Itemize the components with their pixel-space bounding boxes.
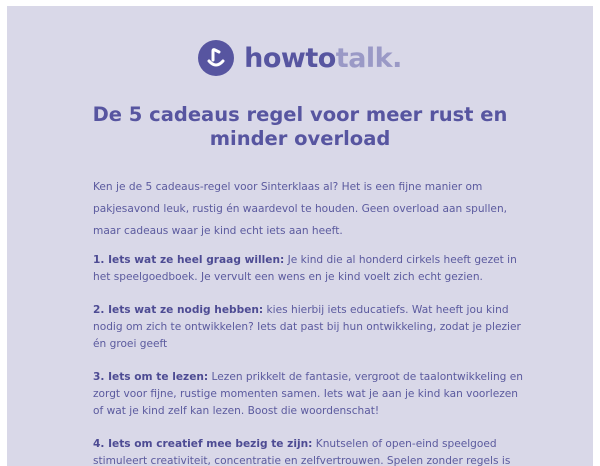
item-heading: 1. Iets wat ze heel graag willen: bbox=[93, 254, 285, 266]
email-card bbox=[7, 6, 593, 466]
item-heading: 4. Iets om creatief mee bezig te zijn: bbox=[93, 438, 313, 450]
item-text: Je kind die al honderd cirkels heeft gezet in het speelgoedboek. Je vervult een wens en je kind voelt zich echt gezien. bbox=[93, 254, 517, 283]
logo-wordmark: howtotalk. bbox=[244, 42, 402, 74]
item-text: Lezen prikkelt de fantasie, vergroot de taalontwikkeling en zorgt voor fijne, rustige momenten samen. Iets wat je aan je kind kan voorlezen of wat je kind zelf kan lezen. Boost die woordenschat! bbox=[93, 371, 523, 417]
list-item bbox=[93, 302, 523, 353]
article-body bbox=[93, 176, 523, 466]
list-item bbox=[93, 369, 523, 420]
item-heading: 3. Iets om te lezen: bbox=[93, 371, 209, 383]
item-text: Knutselen of open-eind speelgoed stimuleert creativiteit, concentratie en zelfvertrouwen. Spelen zonder regels is bbox=[93, 438, 511, 466]
list-item bbox=[93, 436, 523, 466]
smiley-logo-icon bbox=[198, 40, 234, 76]
item-text: kies hierbij iets educatiefs. Wat heeft jou kind nodig om zich te ontwikkelen? Iets dat past bij hun ontwikkeling, zodat je plezier én groei geeft bbox=[93, 304, 521, 350]
intro-paragraph: Ken je de 5 cadeaus-regel voor Sinterklaas al? Het is een fijne manier om pakjesavond leuk, rustig én waardevol te houden. Geen overload aan spullen, maar cadeaus waar je kind echt iets aan heeft. bbox=[93, 181, 508, 237]
list-item bbox=[93, 252, 523, 286]
page-title: De 5 cadeaus regel voor meer rust en minder overload bbox=[92, 103, 508, 150]
howtotalk-logo[interactable] bbox=[7, 40, 593, 76]
item-heading: 2. Iets wat ze nodig hebben: bbox=[93, 304, 264, 316]
